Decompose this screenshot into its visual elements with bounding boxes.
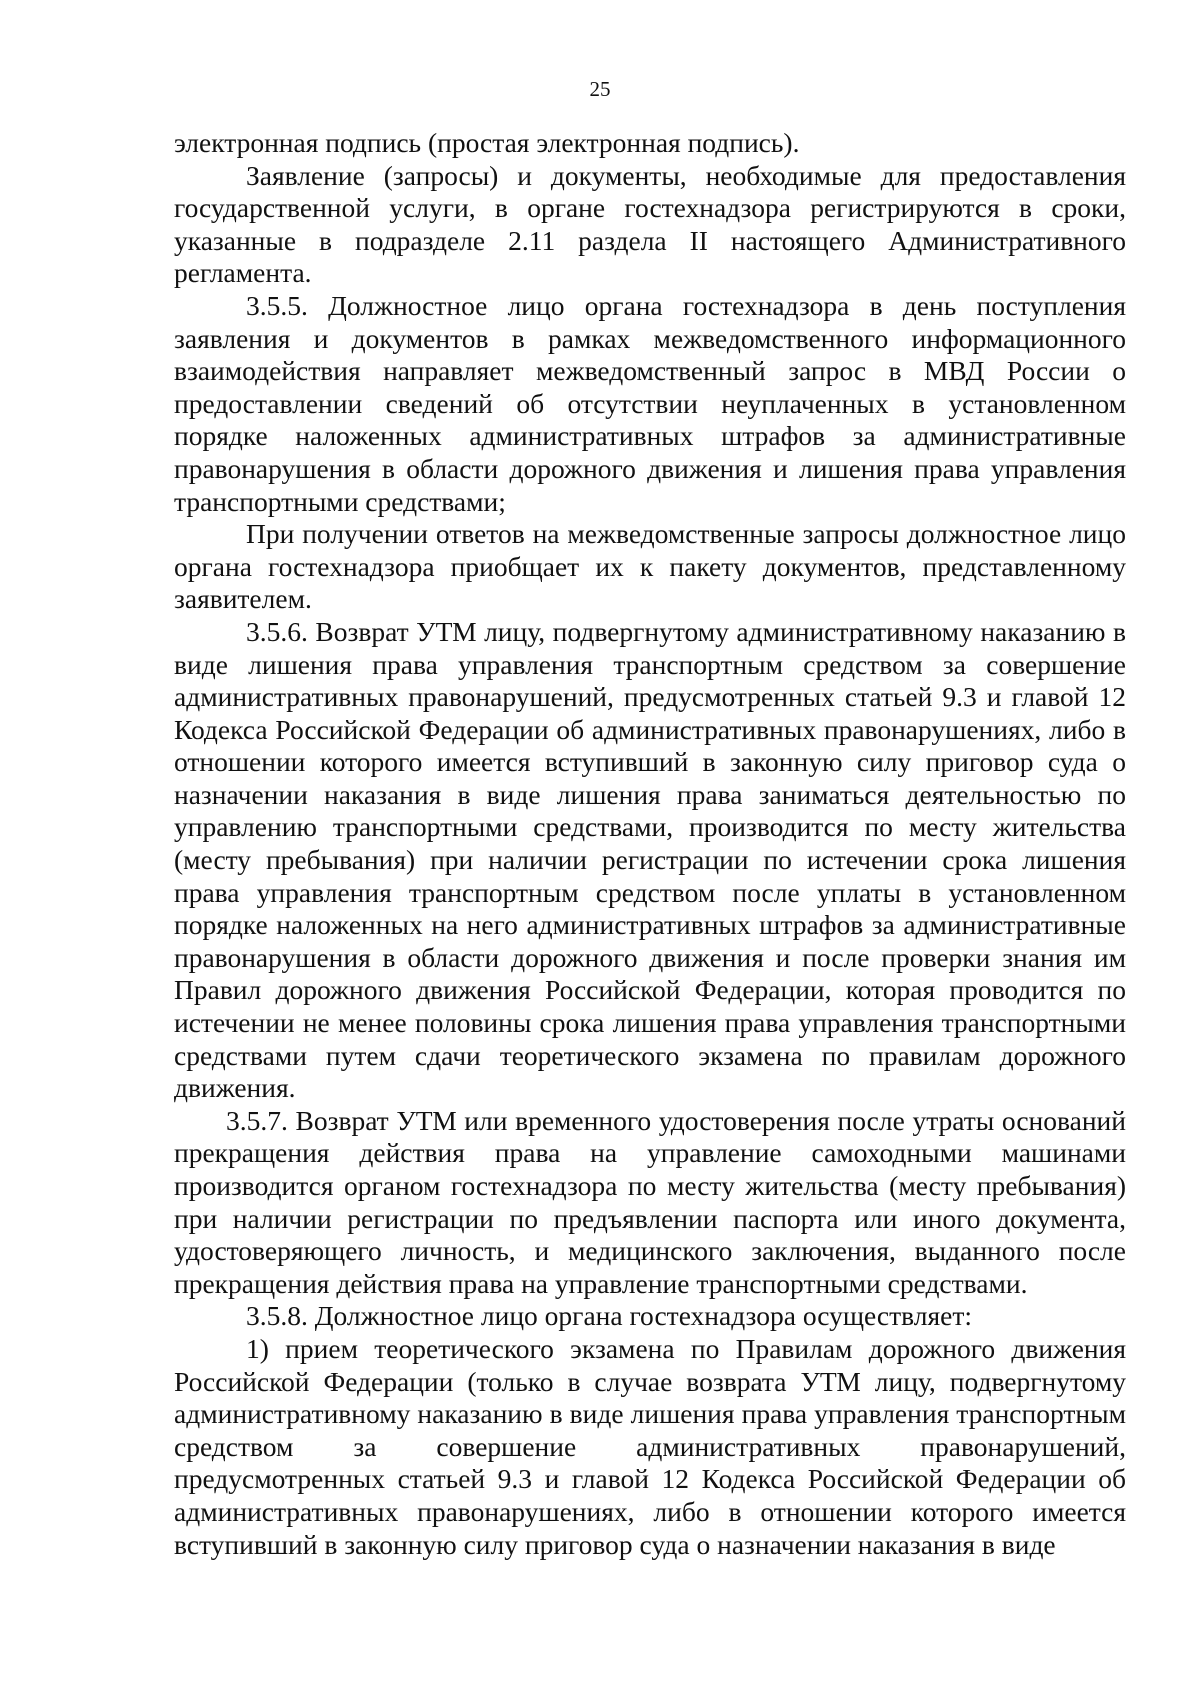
paragraph-item-1: 1) прием теоретического экзамена по Правилам дорожного движения Российской Федерации (только в случае возврата УТМ лицу, подвергнутому административному наказанию в виде лишения права управления транспортным средством за совершение административных правонарушений, предусмотренных статьей 9.3 и главой 12 Кодекса Российской Федерации об административных правонарушениях, либо в отношении которого имеется вступивший в законную силу приговор суда о назначении наказания в виде bbox=[174, 1332, 1126, 1560]
paragraph-application-registration: Заявление (запросы) и документы, необходимые для предоставления государственной услуги, в органе гостехнадзора регистрируются в сроки, указанные в подразделе 2.11 раздела II настоящего Административного регламента. bbox=[174, 159, 1126, 289]
paragraph-3-5-5: 3.5.5. Должностное лицо органа гостехнадзора в день поступления заявления и документов в рамках межведомственного информационного взаимодействия направляет межведомственный запрос в МВД России о предоставлении сведений об отсутствии неуплаченных в установленном порядке наложенных административных штрафов за административные правонарушения в области дорожного движения и лишения права управления транспортными средствами; bbox=[174, 289, 1126, 517]
page-number: 25 bbox=[589, 77, 611, 101]
paragraph-continuation: электронная подпись (простая электронная подпись). bbox=[174, 127, 800, 158]
paragraph-3-5-6: 3.5.6. Возврат УТМ лицу, подвергнутому административному наказанию в виде лишения права управления транспортным средством за совершение административных правонарушений, предусмотренных статьей 9.3 и главой 12 Кодекса Российской Федерации об административных правонарушениях, либо в отношении которого имеется вступивший в законную силу приговор суда о назначении наказания в виде лишения права заниматься деятельностью по управлению транспортными средствами, производится по месту жительства (месту пребывания) при наличии регистрации по истечении срока лишения права управления транспортным средством после уплаты в установленном порядке наложенных на него административных штрафов за административные правонарушения в области дорожного движения и после проверки знания им Правил дорожного движения Российской Федерации, которая проводится по истечении не менее половины срока лишения права управления транспортными средствами путем сдачи теоретического экзамена по правилам дорожного движения. bbox=[174, 615, 1126, 1104]
paragraph-interagency-responses: При получении ответов на межведомственные запросы должностное лицо органа гостехнадзора приобщает их к пакету документов, представленному заявителем. bbox=[174, 518, 1126, 615]
document-body bbox=[174, 127, 1126, 1561]
paragraph-3-5-8: 3.5.8. Должностное лицо органа гостехнадзора осуществляет: bbox=[246, 1300, 972, 1332]
paragraph-3-5-7: 3.5.7. Возврат УТМ или временного удостоверения после утраты оснований прекращения действия права на управление самоходными машинами производится органом гостехнадзора по месту жительства (месту пребывания) при наличии регистрации по предъявлении паспорта или иного документа, удостоверяющего личность, и медицинского заключения, выданного после прекращения действия права на управление транспортными средствами. bbox=[174, 1104, 1126, 1299]
